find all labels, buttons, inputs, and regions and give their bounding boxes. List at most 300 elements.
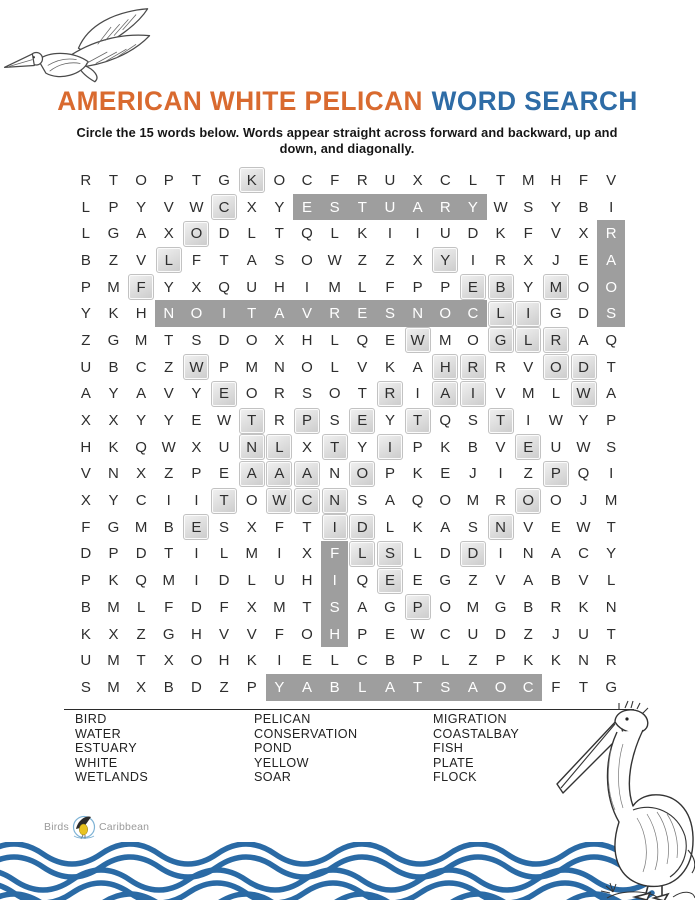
grid-cell[interactable]: O bbox=[348, 461, 376, 488]
grid-cell[interactable]: T bbox=[164, 545, 174, 563]
grid-cell[interactable]: R bbox=[605, 652, 617, 670]
grid-cell[interactable]: A bbox=[597, 247, 625, 274]
grid-cell[interactable]: A bbox=[459, 674, 487, 701]
grid-cell[interactable]: S bbox=[321, 594, 349, 621]
grid-cell[interactable]: C bbox=[293, 487, 321, 514]
grid-cell[interactable]: O bbox=[550, 492, 562, 510]
grid-cell[interactable]: T bbox=[606, 358, 616, 376]
grid-cell[interactable]: Y bbox=[80, 305, 91, 323]
grid-cell[interactable]: Y bbox=[191, 385, 202, 403]
grid-cell[interactable]: Y bbox=[136, 412, 147, 430]
grid-cell[interactable]: L bbox=[385, 518, 395, 536]
grid-cell[interactable]: N bbox=[329, 465, 341, 483]
grid-cell[interactable]: M bbox=[134, 518, 148, 536]
grid-cell[interactable]: K bbox=[384, 358, 395, 376]
grid-cell[interactable]: Y bbox=[136, 198, 147, 216]
grid-cell[interactable]: K bbox=[238, 167, 266, 194]
grid-cell[interactable]: E bbox=[578, 251, 589, 269]
grid-cell[interactable]: H bbox=[321, 621, 349, 648]
grid-cell[interactable]: R bbox=[495, 358, 506, 376]
grid-cell[interactable]: C bbox=[439, 171, 451, 189]
grid-cell[interactable]: X bbox=[246, 518, 257, 536]
grid-cell[interactable]: A bbox=[578, 331, 589, 349]
grid-cell[interactable]: W bbox=[161, 438, 176, 456]
grid-cell[interactable]: I bbox=[514, 300, 542, 327]
grid-cell[interactable]: V bbox=[163, 385, 174, 403]
grid-cell[interactable]: V bbox=[357, 358, 368, 376]
grid-cell[interactable]: A bbox=[357, 598, 368, 616]
grid-cell[interactable]: S bbox=[467, 412, 478, 430]
grid-cell[interactable]: M bbox=[542, 274, 570, 301]
grid-cell[interactable]: O bbox=[301, 251, 313, 269]
grid-cell[interactable]: Z bbox=[468, 572, 478, 590]
grid-cell[interactable]: I bbox=[609, 198, 614, 216]
grid-cell[interactable]: V bbox=[523, 358, 534, 376]
grid-cell[interactable]: K bbox=[550, 652, 561, 670]
grid-cell[interactable]: W bbox=[576, 518, 591, 536]
grid-cell[interactable]: M bbox=[107, 598, 120, 616]
grid-cell[interactable]: K bbox=[412, 465, 423, 483]
grid-cell[interactable]: X bbox=[302, 438, 313, 456]
grid-cell[interactable]: O bbox=[301, 358, 313, 376]
grid-cell[interactable]: Q bbox=[356, 572, 369, 590]
grid-cell[interactable]: D bbox=[570, 354, 598, 381]
grid-cell[interactable]: P bbox=[384, 465, 395, 483]
grid-cell[interactable]: T bbox=[274, 225, 284, 243]
grid-cell[interactable]: S bbox=[467, 518, 478, 536]
grid-cell[interactable]: O bbox=[487, 674, 515, 701]
grid-cell[interactable]: T bbox=[321, 434, 349, 461]
grid-cell[interactable]: I bbox=[277, 652, 282, 670]
grid-cell[interactable]: X bbox=[412, 251, 423, 269]
grid-cell[interactable]: N bbox=[238, 434, 266, 461]
grid-cell[interactable]: O bbox=[273, 171, 286, 189]
grid-cell[interactable]: K bbox=[108, 305, 119, 323]
grid-cell[interactable]: T bbox=[238, 300, 266, 327]
grid-cell[interactable]: B bbox=[108, 358, 119, 376]
grid-cell[interactable]: G bbox=[162, 625, 175, 643]
grid-cell[interactable]: G bbox=[107, 331, 120, 349]
grid-cell[interactable]: F bbox=[274, 518, 284, 536]
grid-cell[interactable]: W bbox=[189, 198, 204, 216]
grid-cell[interactable]: N bbox=[273, 358, 285, 376]
grid-cell[interactable]: E bbox=[348, 300, 376, 327]
grid-cell[interactable]: F bbox=[164, 598, 174, 616]
grid-cell[interactable]: Z bbox=[164, 358, 174, 376]
grid-cell[interactable]: O bbox=[183, 220, 211, 247]
grid-cell[interactable]: I bbox=[415, 225, 420, 243]
grid-cell[interactable]: Y bbox=[431, 247, 459, 274]
grid-cell[interactable]: I bbox=[376, 434, 404, 461]
grid-cell[interactable]: N bbox=[321, 487, 349, 514]
grid-cell[interactable]: D bbox=[218, 331, 230, 349]
grid-cell[interactable]: M bbox=[107, 278, 120, 296]
grid-cell[interactable]: F bbox=[523, 225, 533, 243]
grid-cell[interactable]: I bbox=[194, 572, 199, 590]
grid-cell[interactable]: T bbox=[578, 678, 589, 696]
grid-cell[interactable]: F bbox=[274, 625, 284, 643]
grid-cell[interactable]: I bbox=[321, 567, 349, 594]
grid-cell[interactable]: L bbox=[348, 541, 376, 568]
grid-cell[interactable]: P bbox=[404, 594, 432, 621]
grid-cell[interactable]: C bbox=[439, 625, 451, 643]
grid-cell[interactable]: I bbox=[459, 381, 487, 408]
grid-cell[interactable]: T bbox=[238, 407, 266, 434]
grid-cell[interactable]: R bbox=[80, 171, 92, 189]
grid-cell[interactable]: G bbox=[218, 171, 230, 189]
grid-cell[interactable]: E bbox=[219, 465, 230, 483]
grid-cell[interactable]: E bbox=[348, 407, 376, 434]
grid-cell[interactable]: H bbox=[431, 354, 459, 381]
grid-cell[interactable]: D bbox=[495, 625, 506, 643]
grid-cell[interactable]: K bbox=[495, 225, 506, 243]
grid-cell[interactable]: L bbox=[155, 247, 183, 274]
grid-cell[interactable]: L bbox=[487, 300, 515, 327]
grid-cell[interactable]: O bbox=[439, 492, 452, 510]
grid-cell[interactable]: Z bbox=[523, 465, 533, 483]
grid-cell[interactable]: I bbox=[470, 251, 475, 269]
grid-cell[interactable]: E bbox=[514, 434, 542, 461]
grid-cell[interactable]: D bbox=[439, 545, 451, 563]
grid-cell[interactable]: R bbox=[356, 171, 368, 189]
grid-cell[interactable]: G bbox=[550, 305, 562, 323]
grid-cell[interactable]: A bbox=[431, 381, 459, 408]
grid-cell[interactable]: G bbox=[107, 225, 120, 243]
grid-cell[interactable]: I bbox=[609, 465, 614, 483]
grid-cell[interactable]: M bbox=[466, 492, 480, 510]
grid-cell[interactable]: A bbox=[80, 385, 91, 403]
grid-cell[interactable]: N bbox=[108, 465, 119, 483]
grid-cell[interactable]: L bbox=[330, 331, 339, 349]
grid-cell[interactable]: L bbox=[330, 652, 339, 670]
grid-cell[interactable]: I bbox=[498, 545, 503, 563]
grid-cell[interactable]: F bbox=[330, 171, 340, 189]
grid-cell[interactable]: O bbox=[577, 278, 590, 296]
grid-cell[interactable]: T bbox=[108, 171, 119, 189]
grid-cell[interactable]: A bbox=[136, 225, 147, 243]
grid-cell[interactable]: R bbox=[321, 300, 349, 327]
grid-cell[interactable]: Z bbox=[468, 652, 478, 670]
grid-cell[interactable]: K bbox=[108, 438, 119, 456]
grid-cell[interactable]: G bbox=[439, 572, 452, 590]
grid-cell[interactable]: E bbox=[293, 194, 321, 221]
grid-cell[interactable]: T bbox=[357, 385, 367, 403]
grid-cell[interactable]: U bbox=[550, 438, 562, 456]
grid-cell[interactable]: M bbox=[328, 278, 341, 296]
grid-cell[interactable]: T bbox=[606, 625, 616, 643]
grid-cell[interactable]: E bbox=[302, 652, 313, 670]
grid-cell[interactable]: B bbox=[523, 598, 534, 616]
grid-cell[interactable]: B bbox=[467, 438, 478, 456]
grid-cell[interactable]: U bbox=[467, 625, 479, 643]
grid-cell[interactable]: S bbox=[376, 300, 404, 327]
grid-cell[interactable]: G bbox=[494, 598, 507, 616]
grid-cell[interactable]: M bbox=[134, 331, 148, 349]
grid-cell[interactable]: I bbox=[210, 300, 238, 327]
grid-cell[interactable]: U bbox=[578, 625, 589, 643]
grid-cell[interactable]: B bbox=[80, 251, 91, 269]
grid-cell[interactable]: U bbox=[376, 194, 404, 221]
grid-cell[interactable]: O bbox=[514, 487, 542, 514]
grid-cell[interactable]: C bbox=[210, 194, 238, 221]
grid-cell[interactable]: B bbox=[80, 598, 91, 616]
grid-cell[interactable]: S bbox=[523, 198, 534, 216]
grid-cell[interactable]: L bbox=[219, 545, 229, 563]
grid-cell[interactable]: X bbox=[302, 545, 313, 563]
grid-cell[interactable]: Q bbox=[577, 465, 590, 483]
grid-cell[interactable]: I bbox=[415, 385, 420, 403]
grid-cell[interactable]: X bbox=[80, 492, 91, 510]
grid-cell[interactable]: I bbox=[194, 492, 199, 510]
grid-cell[interactable]: Y bbox=[606, 545, 617, 563]
grid-cell[interactable]: M bbox=[466, 598, 480, 616]
grid-cell[interactable]: D bbox=[467, 225, 479, 243]
grid-cell[interactable]: X bbox=[274, 331, 285, 349]
grid-cell[interactable]: U bbox=[273, 572, 285, 590]
grid-cell[interactable]: E bbox=[550, 518, 561, 536]
grid-cell[interactable]: P bbox=[440, 278, 451, 296]
grid-cell[interactable]: T bbox=[164, 331, 174, 349]
grid-cell[interactable]: V bbox=[163, 198, 174, 216]
grid-cell[interactable]: V bbox=[578, 572, 589, 590]
grid-cell[interactable]: T bbox=[191, 171, 201, 189]
grid-cell[interactable]: Q bbox=[439, 412, 452, 430]
grid-cell[interactable]: R bbox=[376, 381, 404, 408]
grid-cell[interactable]: W bbox=[183, 354, 211, 381]
grid-cell[interactable]: X bbox=[136, 465, 147, 483]
grid-cell[interactable]: C bbox=[356, 652, 368, 670]
grid-cell[interactable]: A bbox=[404, 194, 432, 221]
grid-cell[interactable]: A bbox=[266, 300, 294, 327]
grid-cell[interactable]: N bbox=[578, 652, 589, 670]
grid-cell[interactable]: E bbox=[210, 381, 238, 408]
grid-cell[interactable]: S bbox=[597, 300, 625, 327]
grid-cell[interactable]: X bbox=[163, 652, 174, 670]
grid-cell[interactable]: F bbox=[321, 541, 349, 568]
grid-cell[interactable]: L bbox=[247, 572, 256, 590]
grid-cell[interactable]: S bbox=[274, 251, 285, 269]
grid-cell[interactable]: X bbox=[163, 225, 174, 243]
grid-cell[interactable]: D bbox=[190, 598, 202, 616]
grid-cell[interactable]: Y bbox=[108, 492, 119, 510]
grid-cell[interactable]: H bbox=[80, 438, 92, 456]
grid-cell[interactable]: P bbox=[606, 412, 617, 430]
grid-cell[interactable]: W bbox=[266, 487, 294, 514]
grid-cell[interactable]: O bbox=[542, 354, 570, 381]
grid-cell[interactable]: W bbox=[410, 625, 425, 643]
grid-cell[interactable]: A bbox=[376, 674, 404, 701]
grid-cell[interactable]: V bbox=[246, 625, 257, 643]
grid-cell[interactable]: C bbox=[578, 545, 589, 563]
grid-cell[interactable]: C bbox=[459, 300, 487, 327]
grid-cell[interactable]: C bbox=[135, 358, 147, 376]
grid-cell[interactable]: R bbox=[273, 412, 285, 430]
grid-cell[interactable]: Z bbox=[523, 625, 533, 643]
grid-cell[interactable]: X bbox=[523, 251, 534, 269]
grid-cell[interactable]: A bbox=[266, 461, 294, 488]
grid-cell[interactable]: R bbox=[495, 251, 506, 269]
grid-cell[interactable]: T bbox=[404, 407, 432, 434]
grid-cell[interactable]: R bbox=[597, 220, 625, 247]
grid-cell[interactable]: U bbox=[80, 358, 92, 376]
grid-cell[interactable]: Z bbox=[164, 465, 174, 483]
grid-cell[interactable]: X bbox=[246, 598, 257, 616]
grid-cell[interactable]: V bbox=[495, 438, 506, 456]
grid-cell[interactable]: K bbox=[440, 438, 451, 456]
grid-cell[interactable]: L bbox=[441, 652, 450, 670]
grid-cell[interactable]: Z bbox=[385, 251, 395, 269]
grid-cell[interactable]: M bbox=[604, 492, 618, 510]
grid-cell[interactable]: U bbox=[218, 438, 230, 456]
grid-cell[interactable]: P bbox=[293, 407, 321, 434]
grid-cell[interactable]: I bbox=[304, 278, 310, 296]
grid-cell[interactable]: O bbox=[245, 385, 258, 403]
grid-cell[interactable]: D bbox=[459, 541, 487, 568]
grid-cell[interactable]: E bbox=[384, 625, 395, 643]
grid-cell[interactable]: I bbox=[277, 545, 282, 563]
grid-cell[interactable]: N bbox=[605, 598, 617, 616]
grid-cell[interactable]: Q bbox=[301, 225, 313, 243]
grid-cell[interactable]: O bbox=[183, 300, 211, 327]
grid-cell[interactable]: X bbox=[108, 625, 119, 643]
grid-cell[interactable]: X bbox=[108, 412, 119, 430]
grid-cell[interactable]: S bbox=[376, 541, 404, 568]
grid-cell[interactable]: A bbox=[440, 518, 451, 536]
grid-cell[interactable]: T bbox=[302, 518, 312, 536]
grid-cell[interactable]: V bbox=[495, 572, 506, 590]
grid-cell[interactable]: S bbox=[431, 674, 459, 701]
grid-cell[interactable]: A bbox=[550, 545, 561, 563]
grid-cell[interactable]: Y bbox=[578, 412, 589, 430]
grid-cell[interactable]: C bbox=[135, 492, 147, 510]
grid-cell[interactable]: Y bbox=[266, 674, 294, 701]
grid-cell[interactable]: M bbox=[162, 572, 176, 590]
grid-cell[interactable]: V bbox=[606, 171, 617, 189]
grid-cell[interactable]: V bbox=[293, 300, 321, 327]
grid-cell[interactable]: A bbox=[384, 492, 395, 510]
grid-cell[interactable]: T bbox=[495, 171, 506, 189]
grid-cell[interactable]: V bbox=[136, 251, 147, 269]
grid-cell[interactable]: P bbox=[108, 198, 119, 216]
grid-cell[interactable]: B bbox=[163, 678, 174, 696]
grid-cell[interactable]: O bbox=[431, 300, 459, 327]
grid-cell[interactable]: T bbox=[487, 407, 515, 434]
grid-cell[interactable]: Q bbox=[605, 331, 617, 349]
grid-cell[interactable]: M bbox=[521, 171, 535, 189]
grid-cell[interactable]: L bbox=[348, 674, 376, 701]
grid-cell[interactable]: N bbox=[155, 300, 183, 327]
grid-cell[interactable]: V bbox=[495, 385, 506, 403]
grid-cell[interactable]: P bbox=[191, 465, 202, 483]
grid-cell[interactable]: P bbox=[219, 358, 230, 376]
grid-cell[interactable]: O bbox=[597, 274, 625, 301]
grid-cell[interactable]: Q bbox=[411, 492, 424, 510]
grid-cell[interactable]: S bbox=[191, 331, 202, 349]
grid-cell[interactable]: Z bbox=[108, 251, 119, 269]
grid-cell[interactable]: B bbox=[321, 674, 349, 701]
grid-cell[interactable]: H bbox=[301, 331, 313, 349]
grid-cell[interactable]: Q bbox=[356, 331, 369, 349]
grid-cell[interactable]: J bbox=[469, 465, 477, 483]
grid-cell[interactable]: Y bbox=[459, 194, 487, 221]
grid-cell[interactable]: G bbox=[384, 598, 396, 616]
grid-cell[interactable]: V bbox=[550, 225, 561, 243]
grid-cell[interactable]: B bbox=[163, 518, 174, 536]
grid-cell[interactable]: P bbox=[412, 278, 423, 296]
grid-cell[interactable]: J bbox=[579, 492, 588, 510]
grid-cell[interactable]: U bbox=[246, 278, 258, 296]
grid-cell[interactable]: N bbox=[487, 514, 515, 541]
grid-cell[interactable]: M bbox=[107, 652, 120, 670]
grid-cell[interactable]: Q bbox=[135, 572, 147, 590]
grid-cell[interactable]: Y bbox=[163, 278, 174, 296]
grid-cell[interactable]: S bbox=[321, 194, 349, 221]
grid-cell[interactable]: B bbox=[578, 198, 589, 216]
grid-cell[interactable]: L bbox=[136, 598, 146, 616]
grid-cell[interactable]: P bbox=[412, 652, 423, 670]
grid-cell[interactable]: J bbox=[552, 251, 560, 269]
grid-cell[interactable]: Y bbox=[550, 198, 561, 216]
grid-cell[interactable]: K bbox=[80, 625, 91, 643]
grid-cell[interactable]: K bbox=[523, 652, 534, 670]
grid-cell[interactable]: P bbox=[246, 678, 257, 696]
grid-cell[interactable]: Z bbox=[219, 678, 229, 696]
grid-cell[interactable]: L bbox=[266, 434, 294, 461]
grid-cell[interactable]: A bbox=[246, 251, 257, 269]
grid-cell[interactable]: K bbox=[246, 652, 257, 670]
grid-cell[interactable]: I bbox=[387, 225, 393, 243]
grid-cell[interactable]: A bbox=[523, 572, 534, 590]
grid-cell[interactable]: B bbox=[487, 274, 515, 301]
grid-cell[interactable]: X bbox=[136, 678, 147, 696]
grid-cell[interactable]: E bbox=[440, 465, 451, 483]
grid-cell[interactable]: V bbox=[219, 625, 230, 643]
grid-cell[interactable]: O bbox=[467, 331, 479, 349]
grid-cell[interactable]: P bbox=[108, 545, 119, 563]
grid-cell[interactable]: X bbox=[191, 278, 202, 296]
grid-cell[interactable]: L bbox=[330, 358, 339, 376]
grid-cell[interactable]: E bbox=[376, 567, 404, 594]
grid-cell[interactable]: N bbox=[404, 300, 432, 327]
grid-cell[interactable]: R bbox=[431, 194, 459, 221]
grid-cell[interactable]: V bbox=[80, 465, 91, 483]
grid-cell[interactable]: O bbox=[245, 492, 258, 510]
grid-cell[interactable]: T bbox=[219, 251, 229, 269]
grid-cell[interactable]: W bbox=[216, 412, 232, 430]
grid-cell[interactable]: F bbox=[81, 518, 91, 536]
grid-cell[interactable]: L bbox=[81, 198, 90, 216]
grid-cell[interactable]: W bbox=[404, 327, 432, 354]
grid-cell[interactable]: Q bbox=[135, 438, 147, 456]
grid-cell[interactable]: F bbox=[551, 678, 561, 696]
grid-cell[interactable]: H bbox=[550, 171, 562, 189]
grid-cell[interactable]: D bbox=[218, 225, 230, 243]
grid-cell[interactable]: D bbox=[578, 305, 589, 323]
grid-cell[interactable]: L bbox=[247, 225, 256, 243]
grid-cell[interactable]: R bbox=[273, 385, 285, 403]
grid-cell[interactable]: M bbox=[245, 545, 258, 563]
grid-cell[interactable]: Y bbox=[384, 412, 395, 430]
grid-cell[interactable]: P bbox=[163, 171, 174, 189]
grid-cell[interactable]: U bbox=[384, 171, 396, 189]
grid-cell[interactable]: O bbox=[245, 331, 258, 349]
grid-cell[interactable]: F bbox=[127, 274, 155, 301]
grid-cell[interactable]: P bbox=[412, 438, 423, 456]
grid-cell[interactable]: W bbox=[576, 438, 591, 456]
grid-cell[interactable]: X bbox=[191, 438, 202, 456]
grid-cell[interactable]: L bbox=[358, 278, 367, 296]
grid-cell[interactable]: Y bbox=[108, 385, 119, 403]
